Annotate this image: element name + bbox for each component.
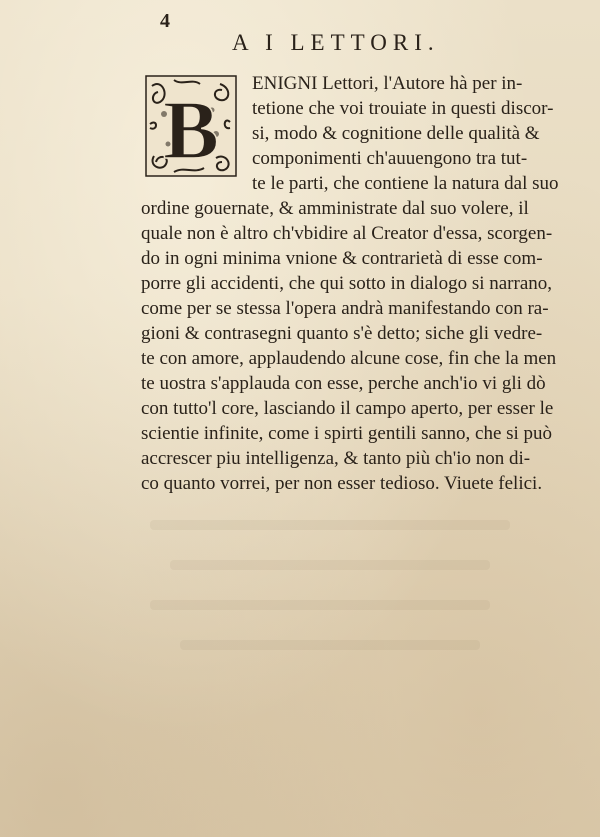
show-through — [170, 560, 490, 570]
page-number: 4 — [160, 10, 170, 32]
text-line: porre gli accidenti, che qui sotto in dialogo si narrano, — [141, 273, 553, 294]
drop-cap-letter: B — [162, 84, 220, 177]
text-line: te uostra s'applauda con esse, perche anch'io vi gli dò — [141, 373, 546, 394]
show-through — [180, 640, 480, 650]
text-line: gioni & contrasegni quanto s'è detto; siche gli vedre- — [141, 323, 543, 344]
show-through — [150, 520, 510, 530]
text-line: tetione che voi trouiate in questi discor- — [252, 98, 554, 119]
text-line: do in ogni minima vnione & contrarietà di esse com- — [141, 248, 543, 269]
text-line: te le parti, che contiene la natura dal suo — [252, 173, 559, 194]
text-line: co quanto vorrei, per non esser tedioso. Viuete felici. — [141, 473, 543, 494]
text-line: componimenti ch'auuengono tra tut- — [252, 148, 528, 169]
page-header: A I LETTORI. — [232, 30, 440, 55]
text-line: quale non è altro ch'vbidire al Creator d'essa, scorgen- — [141, 223, 553, 244]
drop-cap — [144, 74, 238, 178]
text-line: come per se stessa l'opera andrà manifestando con ra- — [141, 298, 549, 319]
ornament-icon — [144, 74, 238, 178]
text-line: scientie infinite, come i spirti gentili sanno, che si può — [141, 423, 553, 444]
text-line: con tutto'l core, lasciando il campo aperto, per esser le — [141, 398, 554, 419]
text-line: te con amore, applaudendo alcune cose, fin che la men — [141, 348, 557, 369]
text-line: accrescer piu intelligenza, & tanto più ch'io non di- — [141, 448, 531, 469]
text-line: ordine gouernate, & amministrate dal suo volere, il — [141, 198, 529, 219]
text-line: ENIGNI Lettori, l'Autore hà per in- — [252, 73, 523, 94]
text-line: si, modo & cognitione delle qualità & — [252, 123, 540, 144]
show-through — [150, 600, 490, 610]
